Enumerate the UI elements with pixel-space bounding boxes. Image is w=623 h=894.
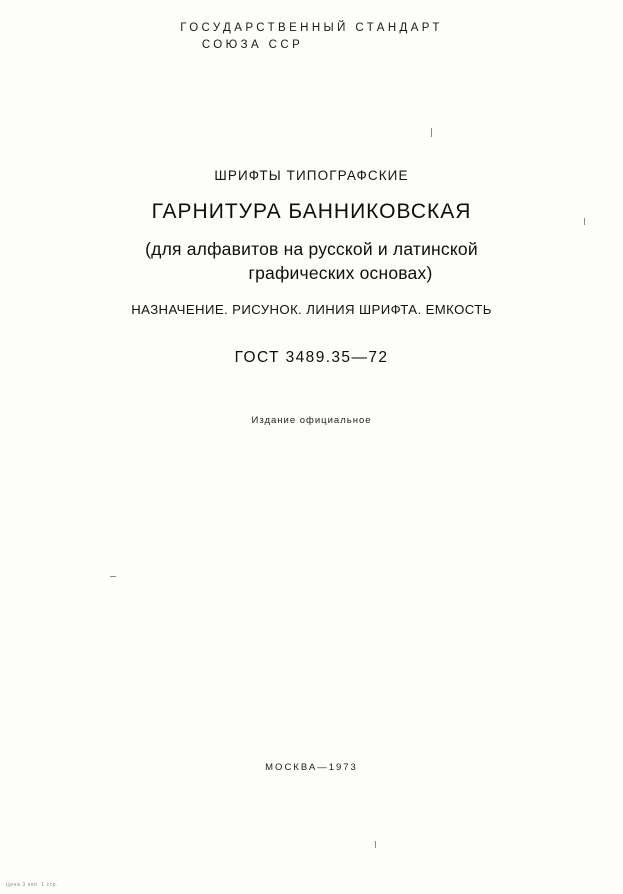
scan-speck	[584, 218, 585, 225]
title-block	[0, 168, 623, 367]
header-line-1: ГОСУДАРСТВЕННЫЙ СТАНДАРТ	[180, 22, 443, 34]
official-edition-note: Издание официальное	[251, 415, 372, 426]
scan-speck	[375, 841, 376, 848]
imprint: МОСКВА—1973	[265, 762, 358, 773]
scan-speck	[431, 128, 432, 137]
scan-speck	[110, 576, 116, 577]
document-subtitle: ШРИФТЫ ТИПОГРАФСКИЕ	[214, 168, 409, 183]
standard-number: ГОСТ 3489.35—72	[234, 349, 389, 366]
sections-list: НАЗНАЧЕНИЕ. РИСУНОК. ЛИНИЯ ШРИФТА. ЕМКОСТЬ	[131, 302, 492, 317]
standard-header	[0, 22, 623, 51]
scope-line-2: графических основах)	[248, 263, 433, 283]
scope-line-1: (для алфавитов на русской и латинской	[145, 239, 478, 259]
bottom-code: Цена 3 коп. 1 стр.	[6, 882, 59, 888]
page-title: ГАРНИТУРА БАННИКОВСКАЯ	[151, 200, 472, 223]
header-line-2: СОЮЗА ССР	[201, 39, 304, 51]
